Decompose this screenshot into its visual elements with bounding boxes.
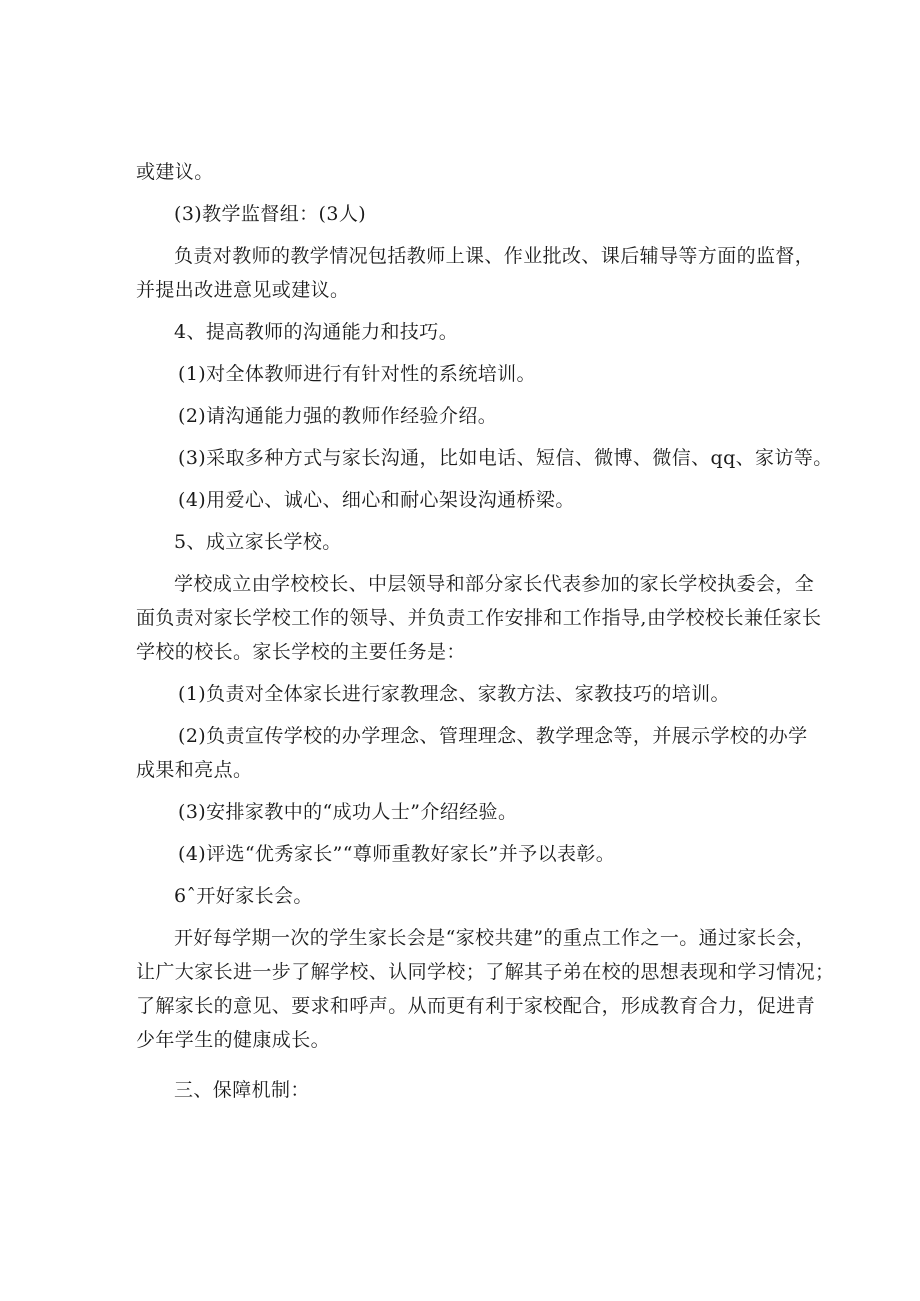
list-item: (3)安排家教中的“成功人士”介绍经验。 xyxy=(178,801,518,823)
list-item: (3)采取多种方式与家长沟通，比如电话、短信、微博、微信、qq、家访等。 xyxy=(178,447,833,469)
text-line: 并提出改进意见或建议。 xyxy=(136,279,350,301)
subheading-line: (3)教学监督组：(3人) xyxy=(174,203,367,225)
text-line: 成果和亮点。 xyxy=(136,759,253,781)
text-line: 让广大家长进一步了解学校、认同学校；了解其子弟在校的思想表现和学习情况； xyxy=(136,961,835,983)
section-heading: 6ˆ开好家长会。 xyxy=(174,885,313,907)
list-item: (1)负责对全体家长进行家教理念、家教方法、家教技巧的培训。 xyxy=(178,683,730,705)
section-heading: 5、成立家长学校。 xyxy=(174,531,342,553)
list-item: (4)评选“优秀家长”“尊师重教好家长”并予以表彰。 xyxy=(178,843,616,865)
text-line: 少年学生的健康成长。 xyxy=(136,1029,331,1051)
section-heading: 4、提高教师的沟通能力和技巧。 xyxy=(174,321,459,343)
text-line: 负责对教师的教学情况包括教师上课、作业批改、课后辅导等方面的监督， xyxy=(174,245,815,267)
list-item: (2)请沟通能力强的教师作经验介绍。 xyxy=(178,405,498,427)
list-item: (1)对全体教师进行有针对性的系统培训。 xyxy=(178,363,536,385)
list-item: (2)负责宣传学校的办学理念、管理理念、教学理念等，并展示学校的办学 xyxy=(178,725,808,747)
text-line: 开好每学期一次的学生家长会是“家校共建”的重点工作之一。通过家长会， xyxy=(174,927,816,949)
section-heading: 三、保障机制： xyxy=(174,1079,310,1101)
list-item: (4)用爱心、诚心、细心和耐心架设沟通桥梁。 xyxy=(178,489,575,511)
document-body xyxy=(136,155,835,1107)
text-line: 学校的校长。家长学校的主要任务是： xyxy=(136,641,466,663)
text-line: 面负责对家长学校工作的领导、并负责工作安排和工作指导,由学校校长兼任家长 xyxy=(136,607,822,629)
text-line: 学校成立由学校校长、中层领导和部分家长代表参加的家长学校执委会，全 xyxy=(174,573,815,595)
text-line: 或建议。 xyxy=(136,161,214,183)
text-line: 了解家长的意见、要求和呼声。从而更有利于家校配合，形成教育合力，促进青 xyxy=(136,995,816,1017)
